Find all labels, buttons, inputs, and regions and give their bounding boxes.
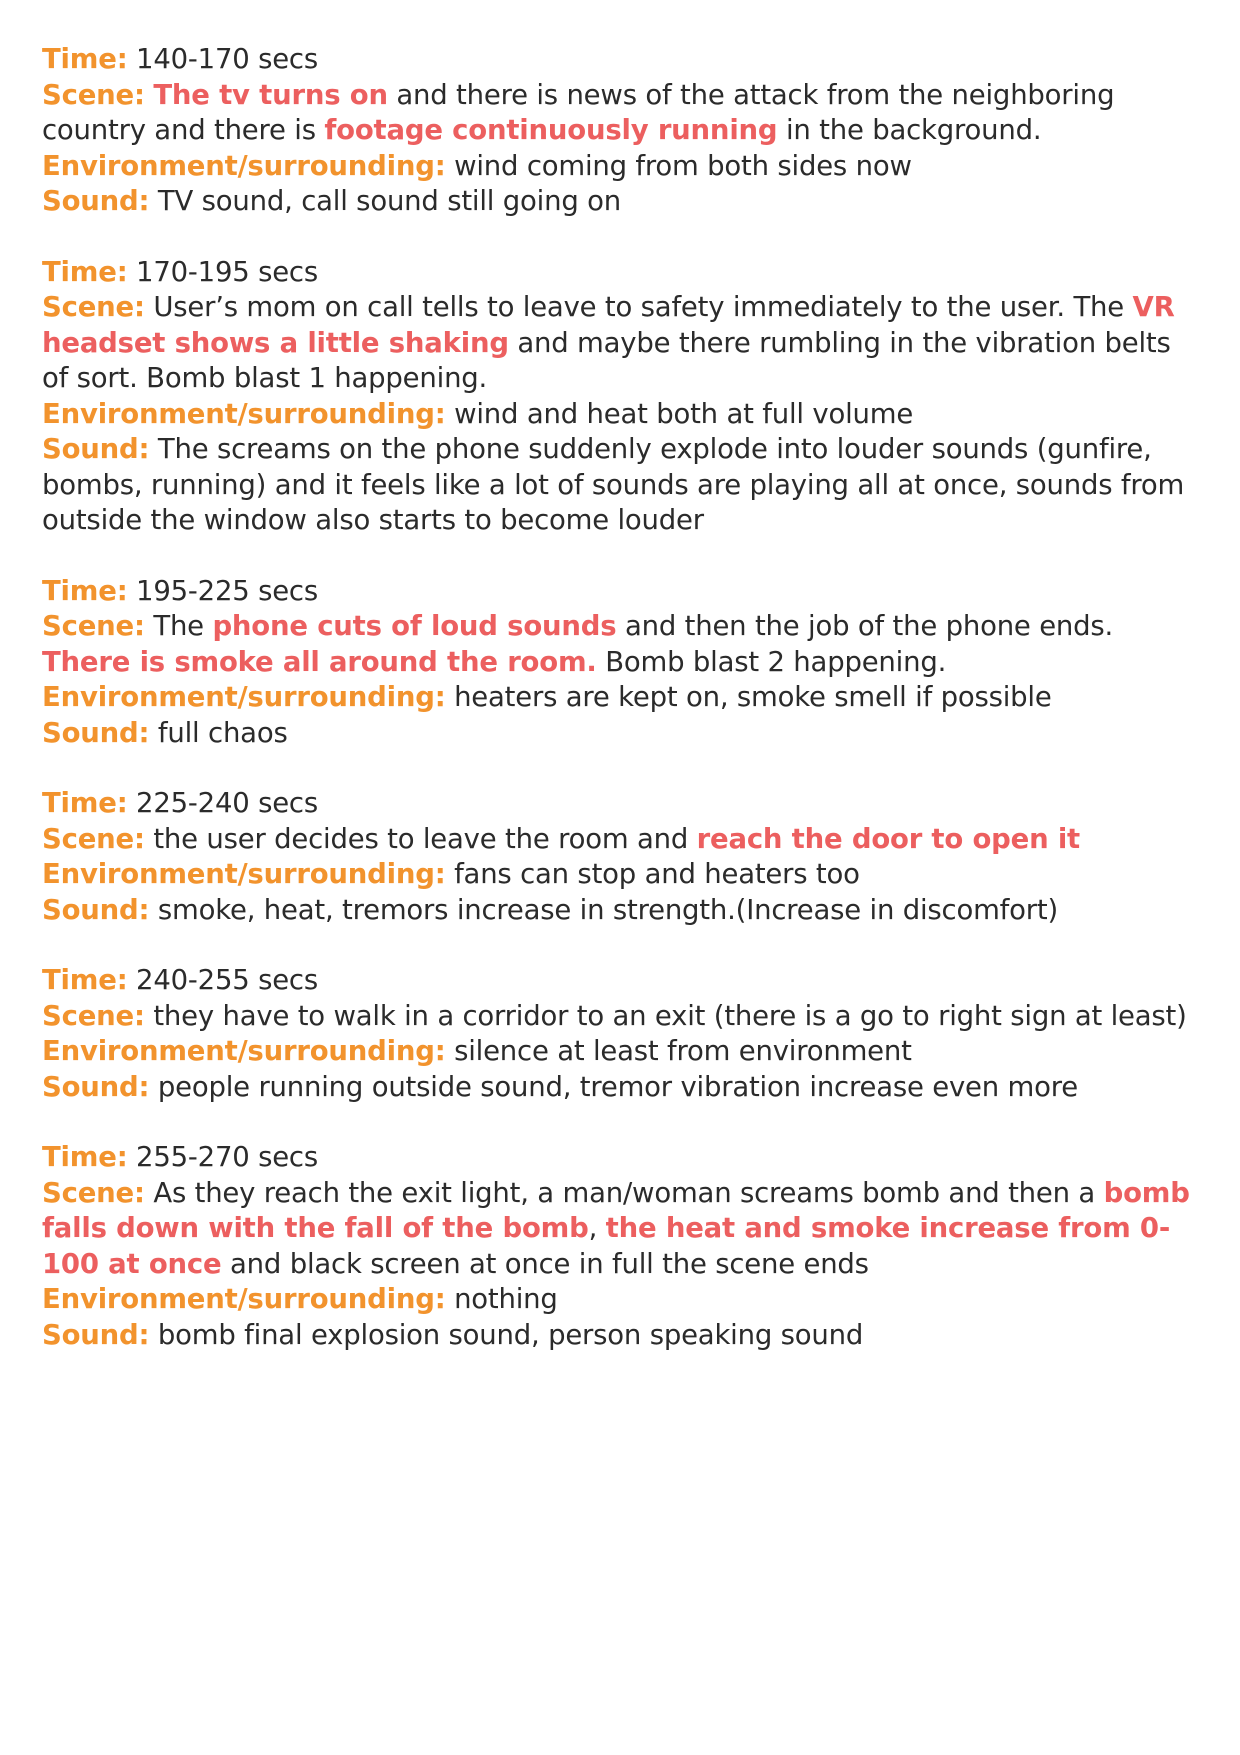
- environment-label: Environment/surrounding:: [42, 149, 446, 182]
- scene-line: [42, 609, 1200, 680]
- time-label: Time:: [42, 964, 128, 996]
- sound-label: Sound:: [42, 1318, 150, 1351]
- sound-value: smoke, heat, tremors increase in strength.(Increase in discomfort): [157, 893, 1059, 926]
- scene-text: User’s mom on call tells to leave to safety immediately to the user. The: [153, 291, 1133, 323]
- environment-value: fans can stop and heaters too: [454, 858, 860, 890]
- scene-text: and maybe there rumbling in the vibration belts of sort. Bomb blast 1 happening.: [42, 326, 1171, 394]
- time-line: [42, 574, 1200, 610]
- scene-label: Scene:: [42, 291, 145, 323]
- sound-value: TV sound, call sound still going on: [157, 185, 621, 217]
- environment-value: heaters are kept on, smoke smell if possible: [454, 681, 1052, 713]
- scene-text: they have to walk in a corridor to an exit (there is a go to right sign at least): [153, 999, 1187, 1032]
- scene-text: and black screen at once in full the scene ends: [221, 1247, 869, 1280]
- scene-highlight: the heat and smoke increase from 0-100 at once: [42, 1212, 1171, 1280]
- sound-line: [42, 184, 1200, 220]
- scene-section: [42, 786, 1200, 928]
- sound-line: [42, 432, 1200, 539]
- scene-highlight: phone cuts of loud sounds: [212, 610, 617, 642]
- environment-label: Environment/surrounding:: [42, 1035, 446, 1067]
- scene-section: [42, 42, 1200, 220]
- environment-value: nothing: [454, 1283, 558, 1315]
- time-label: Time:: [42, 787, 128, 819]
- scene-text: in the background.: [777, 114, 1042, 146]
- time-line: [42, 1140, 1200, 1176]
- sound-label: Sound:: [42, 893, 150, 926]
- scene-section: [42, 255, 1200, 539]
- environment-value: wind and heat both at full volume: [454, 397, 914, 430]
- environment-line: [42, 1282, 1200, 1318]
- scene-section: [42, 1140, 1200, 1353]
- sound-value: full chaos: [157, 716, 288, 749]
- time-value: 240-255 secs: [136, 964, 318, 996]
- time-label: Time:: [42, 1141, 128, 1173]
- time-value: 140-170 secs: [136, 43, 318, 75]
- sound-line: [42, 893, 1200, 929]
- sound-label: Sound:: [42, 716, 150, 749]
- sound-value: The screams on the phone suddenly explode into louder sounds (gunfire, bombs, running) and it feels like a lot of sounds are playing all at once, sounds from outside the window also starts to become louder: [42, 433, 1185, 536]
- sound-value: bomb final explosion sound, person speaking sound: [157, 1318, 864, 1351]
- sound-line: [42, 716, 1200, 752]
- environment-line: [42, 1034, 1200, 1070]
- environment-line: [42, 680, 1200, 716]
- time-line: [42, 963, 1200, 999]
- scene-line: [42, 999, 1200, 1035]
- sound-label: Sound:: [42, 433, 150, 465]
- scene-line: [42, 290, 1200, 397]
- scene-text: ,: [588, 1212, 606, 1244]
- environment-line: [42, 149, 1200, 185]
- scene-label: Scene:: [42, 1176, 145, 1209]
- scene-highlight: There is smoke all around the room.: [42, 645, 597, 678]
- environment-label: Environment/surrounding:: [42, 397, 446, 430]
- scene-line: [42, 1176, 1200, 1283]
- scene-label: Scene:: [42, 999, 145, 1032]
- sound-value: people running outside sound, tremor vibration increase even more: [157, 1070, 1078, 1103]
- time-label: Time:: [42, 43, 128, 75]
- scene-highlight: footage continuously running: [324, 114, 778, 146]
- time-label: Time:: [42, 255, 128, 288]
- environment-label: Environment/surrounding:: [42, 681, 446, 713]
- scene-label: Scene:: [42, 78, 145, 111]
- environment-line: [42, 397, 1200, 433]
- scene-text: and there is news of the attack from the neighboring country and there is: [42, 78, 1115, 146]
- scene-text: The: [153, 610, 213, 642]
- time-value: 195-225 secs: [136, 574, 318, 607]
- scene-label: Scene:: [42, 610, 145, 642]
- scene-text: As they reach the exit light, a man/woman screams bomb and then a: [153, 1176, 1104, 1209]
- sound-label: Sound:: [42, 1070, 150, 1103]
- environment-label: Environment/surrounding:: [42, 858, 446, 890]
- scene-section: [42, 963, 1200, 1105]
- scene-highlight: The tv turns on: [153, 78, 388, 111]
- scene-section: [42, 574, 1200, 752]
- sound-line: [42, 1070, 1200, 1106]
- environment-line: [42, 857, 1200, 893]
- scene-highlight: reach the door to open it: [696, 822, 1080, 855]
- time-value: 255-270 secs: [136, 1141, 318, 1173]
- time-value: 225-240 secs: [136, 787, 318, 819]
- sound-line: [42, 1318, 1200, 1354]
- time-value: 170-195 secs: [136, 255, 318, 288]
- scene-line: [42, 78, 1200, 149]
- environment-value: silence at least from environment: [454, 1035, 912, 1067]
- time-line: [42, 255, 1200, 291]
- time-line: [42, 786, 1200, 822]
- environment-label: Environment/surrounding:: [42, 1283, 446, 1315]
- scene-highlight: VR headset shows a little shaking: [42, 291, 1175, 359]
- time-line: [42, 42, 1200, 78]
- scene-label: Scene:: [42, 822, 145, 855]
- scene-text: Bomb blast 2 happening.: [596, 645, 947, 678]
- scene-line: [42, 822, 1200, 858]
- environment-value: wind coming from both sides now: [454, 149, 912, 182]
- sound-label: Sound:: [42, 185, 150, 217]
- scene-text: the user decides to leave the room and: [153, 822, 697, 855]
- scene-highlight: bomb falls down with the fall of the bomb: [42, 1176, 1190, 1244]
- scene-text: and then the job of the phone ends.: [616, 610, 1114, 642]
- time-label: Time:: [42, 574, 128, 607]
